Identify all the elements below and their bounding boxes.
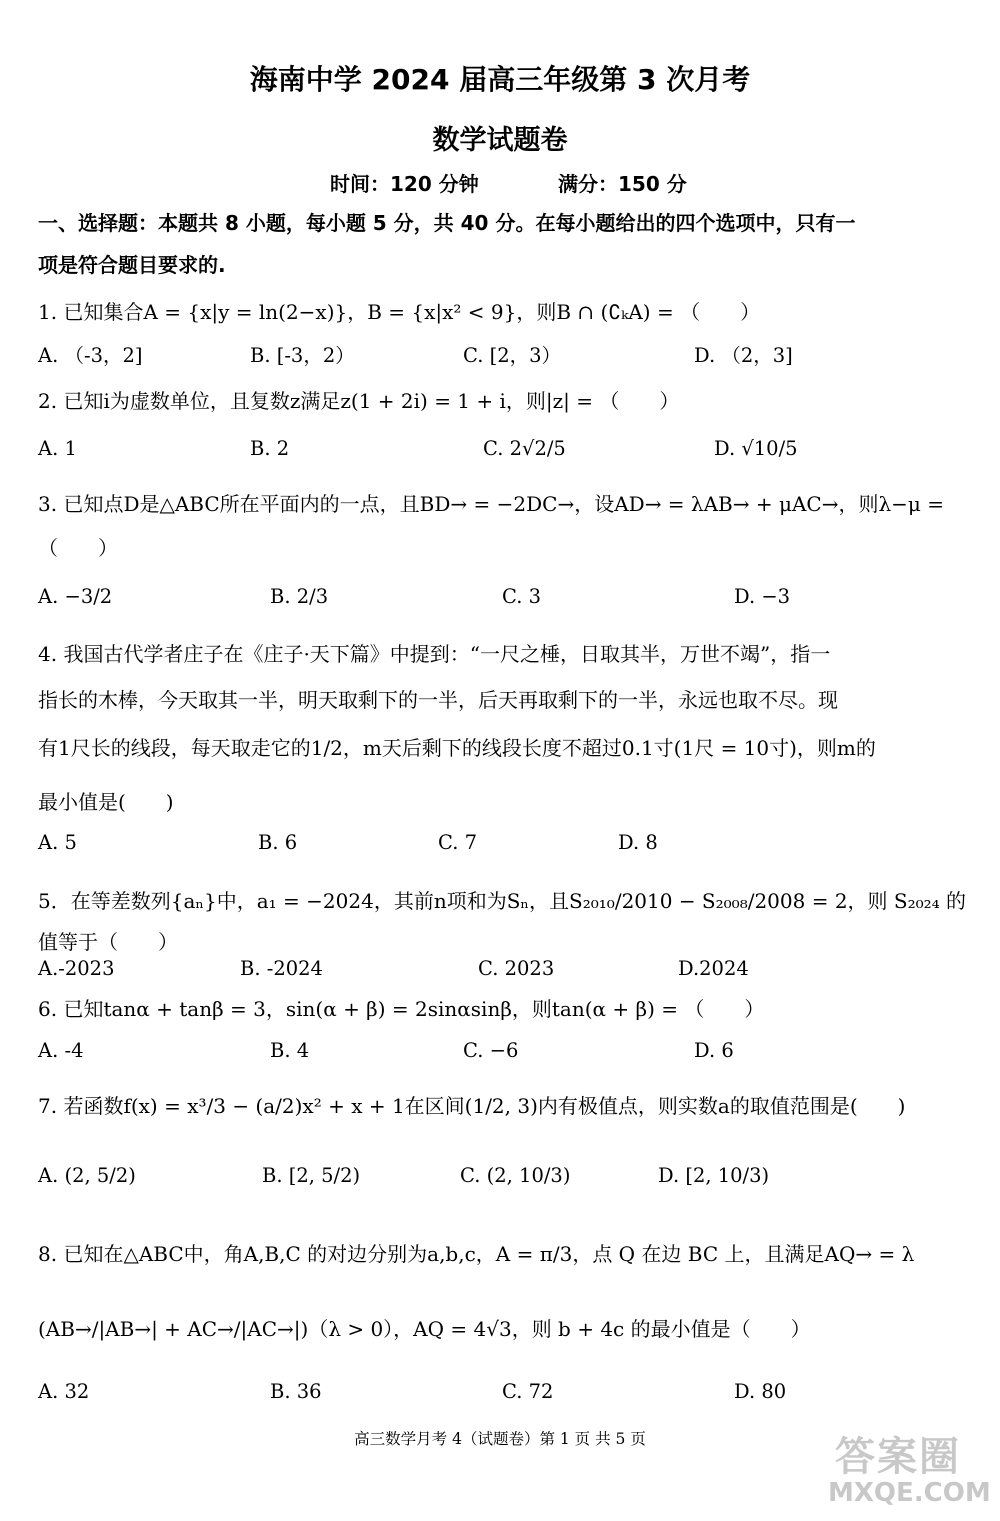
question-4-line2: 指长的木棒，今天取其一半，明天取剩下的一半，后天再取剩下的一半，永远也取不尽。现: [38, 688, 838, 712]
q5-option-a: A.-2023: [38, 957, 115, 980]
exam-subtitle: 数学试题卷: [432, 125, 568, 156]
question-4-line3: 有1尺长的线段，每天取走它的1/2，m天后剩下的线段长度不超过0.1寸(1尺 = 10寸)，则m的: [38, 736, 876, 760]
q4-option-c: C. 7: [438, 831, 478, 854]
question-7: 7. 若函数f(x) = x³/3 − (a/2)x² + x + 1在区间(1/2, 3)内有极值点，则实数a的取值范围是( ): [38, 1094, 906, 1118]
question-8-line2: (AB→/|AB→| + AC→/|AC→|)（λ > 0），AQ = 4√3，则 b + 4c 的最小值是（ ）: [38, 1317, 811, 1341]
q3-option-d: D. −3: [734, 585, 791, 608]
section-heading-line1: 一、选择题：本题共 8 小题，每小题 5 分，共 40 分。在每小题给出的四个选项中，只有一: [38, 211, 856, 235]
q2-option-a: A. 1: [38, 437, 77, 460]
q6-option-a: A. -4: [38, 1039, 84, 1062]
q5-option-c: C. 2023: [478, 957, 555, 980]
question-5-line1: 5．在等差数列{aₙ}中，a₁ = −2024，其前n项和为Sₙ，且S₂₀₁₀/2010 − S₂₀₀₈/2008 = 2，则 S₂₀₂₄ 的: [38, 889, 967, 913]
q1-option-a: A. （-3，2]: [38, 344, 143, 367]
q3-option-b: B. 2/3: [270, 585, 329, 608]
question-2: 2. 已知i为虚数单位，且复数z满足z(1 + 2i) = 1 + i，则|z| = （ ）: [38, 389, 680, 413]
q3-option-a: A. −3/2: [38, 585, 113, 608]
q6-option-b: B. 4: [270, 1039, 310, 1062]
q7-option-c: C. (2, 10/3): [460, 1164, 571, 1187]
q1-option-d: D. （2，3]: [694, 344, 793, 367]
question-6: 6. 已知tanα + tanβ = 3，sin(α + β) = 2sinαsinβ，则tan(α + β) = （ ）: [38, 997, 765, 1021]
watermark-logo: 答案圈: [835, 1434, 961, 1480]
question-4-line4: 最小值是( ): [38, 790, 174, 814]
exam-title: 海南中学 2024 届高三年级第 3 次月考: [249, 63, 751, 96]
q2-option-c: C. 2√2/5: [483, 437, 566, 460]
q4-option-a: A. 5: [38, 831, 77, 854]
question-3-line1: 3. 已知点D是△ABC所在平面内的一点，且BD→ = −2DC→，设AD→ = λAB→ + μAC→，则λ−μ =: [38, 492, 945, 516]
q5-option-d: D.2024: [678, 957, 749, 980]
question-8-line1: 8. 已知在△ABC中，角A,B,C 的对边分别为a,b,c，A = π/3，点 Q 在边 BC 上，且满足AQ→ = λ: [38, 1242, 915, 1266]
q5-option-b: B. -2024: [240, 957, 323, 980]
q8-option-a: A. 32: [38, 1380, 90, 1403]
q2-option-d: D. √10/5: [714, 437, 798, 460]
question-1: 1. 已知集合A = {x|y = ln(2−x)}，B = {x|x² < 9}，则B ∩ (∁ₖA) = （ ）: [38, 300, 761, 324]
section-heading-line2: 项是符合题目要求的.: [38, 253, 226, 277]
score-label: 满分：150 分: [558, 172, 687, 196]
q7-option-a: A. (2, 5/2): [38, 1164, 136, 1187]
q1-option-c: C. [2，3）: [463, 344, 562, 367]
watermark-url: MXQE.COM: [828, 1478, 991, 1508]
q1-option-b: B. [-3，2）: [250, 344, 355, 367]
q4-option-d: D. 8: [618, 831, 658, 854]
q8-option-c: C. 72: [502, 1380, 554, 1403]
question-5-line2: 值等于（ ）: [38, 930, 178, 954]
question-3-line2: （ ）: [38, 536, 118, 560]
q6-option-d: D. 6: [694, 1039, 734, 1062]
q6-option-c: C. −6: [463, 1039, 519, 1062]
question-4-line1: 4. 我国古代学者庄子在《庄子·天下篇》中提到：“一尺之棰，日取其半，万世不竭”，指一: [38, 642, 831, 666]
q8-option-d: D. 80: [734, 1380, 787, 1403]
q4-option-b: B. 6: [258, 831, 298, 854]
time-label: 时间：120 分钟: [330, 172, 479, 196]
q2-option-b: B. 2: [250, 437, 290, 460]
q7-option-d: D. [2, 10/3): [658, 1164, 770, 1187]
q3-option-c: C. 3: [502, 585, 542, 608]
q8-option-b: B. 36: [270, 1380, 322, 1403]
page-footer: 高三数学月考 4（试题卷）第 1 页 共 5 页: [354, 1430, 646, 1448]
q7-option-b: B. [2, 5/2): [262, 1164, 361, 1187]
